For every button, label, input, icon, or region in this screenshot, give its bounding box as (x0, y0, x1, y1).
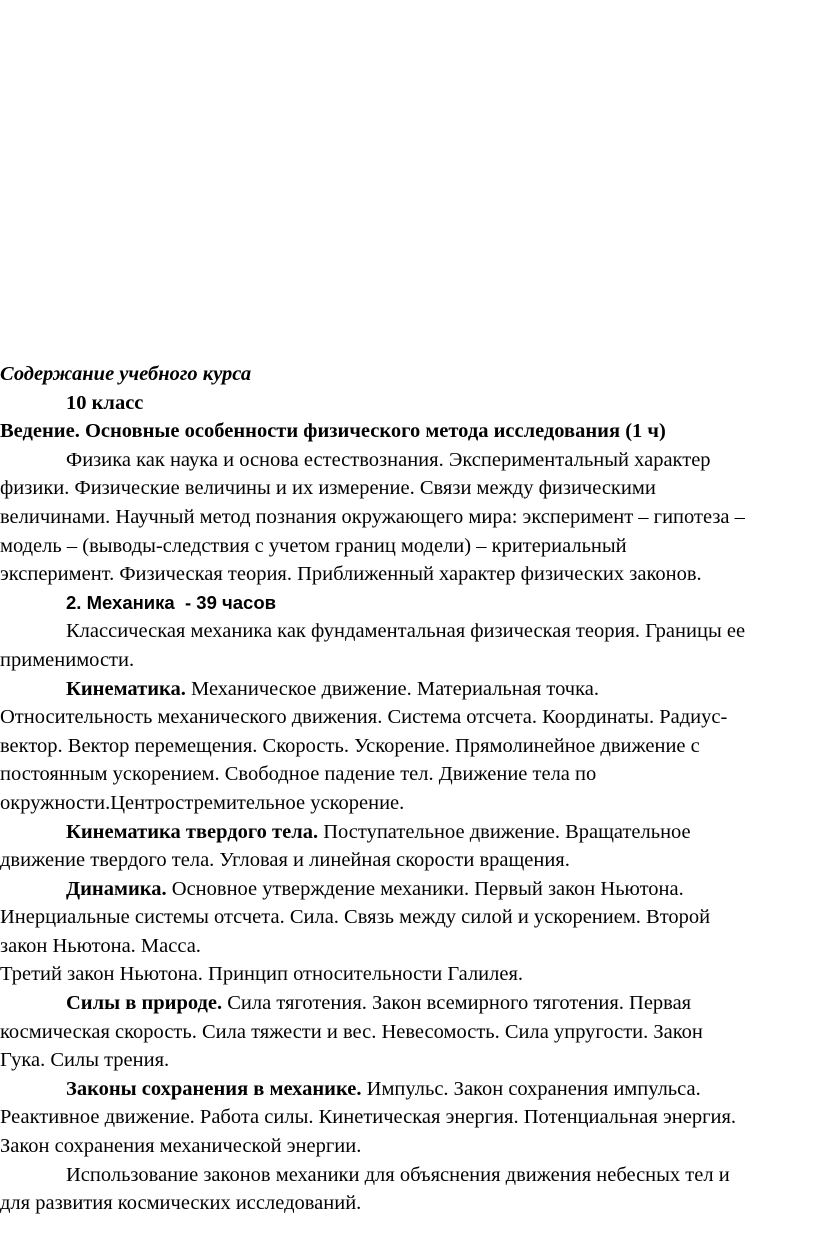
rigid-first-line (0, 818, 812, 847)
conservation-first-line (0, 1075, 812, 1104)
intro-line-2: физики. Физические величины и их измерение. Связи между физическими (0, 477, 656, 500)
conservation-line-1: Реактивное движение. Работа силы. Кинетическая энергия. Потенциальная энергия. (0, 1106, 737, 1129)
kinematics-first-line (0, 675, 812, 704)
dynamics-line-1: Инерциальные системы отсчета. Сила. Связь между силой и ускорением. Второй (0, 906, 711, 929)
dynamics-term: Динамика. (66, 877, 167, 900)
kinematics-line-2: вектор. Вектор перемещения. Скорость. Ускорение. Прямолинейное движение с (0, 734, 700, 757)
kinematics-line-1: Относительность механического движения. Система отсчета. Координаты. Радиус- (0, 706, 728, 729)
kinematics-term: Кинематика. (66, 677, 186, 700)
intro-heading: Ведение. Основные особенности физического метода исследования (1 ч) (0, 420, 666, 443)
rigid-first-text: Поступательное движение. Вращательное (318, 820, 691, 843)
forces-line-2: Гука. Силы трения. (0, 1049, 170, 1072)
grade-heading: 10 класс (66, 391, 144, 414)
rigid-term: Кинематика твердого тела. (66, 820, 319, 843)
conservation-line-2: Закон сохранения механической энергии. (0, 1135, 362, 1158)
dynamics-line-3: Третий закон Ньютона. Принцип относительности Галилея. (0, 963, 524, 986)
usage-line-1: для развития космических исследований. (0, 1192, 362, 1215)
course-content-title: Содержание учебного курса (0, 363, 252, 385)
intro-line-4: модель – (выводы-следствия с учетом границ модели) – критериальный (0, 534, 627, 557)
kinematics-line-4: окружности.Центростремительное ускорение. (0, 791, 405, 814)
mechanics-heading: 2. Механика - 39 часов (66, 591, 276, 613)
conservation-first-text: Импульс. Закон сохранения импульса. (361, 1077, 701, 1100)
dynamics-first-text: Основное утверждение механики. Первый закон Ньютона. (166, 877, 684, 900)
forces-first-text: Сила тяготения. Закон всемирного тяготения. Первая (222, 992, 692, 1015)
rigid-line-1: движение твердого тела. Угловая и линейная скорости вращения. (0, 849, 570, 872)
forces-term: Силы в природе. (66, 992, 223, 1015)
kinematics-line-3: постоянным ускорением. Свободное падение тел. Движение тела по (0, 763, 597, 786)
dynamics-first-line (0, 875, 812, 904)
intro-line-3: величинами. Научный метод познания окружающего мира: эксперимент – гипотеза – (0, 505, 745, 528)
usage-first-line: Использование законов механики для объяснения движения небесных тел и (66, 1163, 730, 1186)
document-page (0, 360, 812, 1218)
classic-line-1: Классическая механика как фундаментальная физическая теория. Границы ее (66, 620, 746, 643)
intro-line-5: эксперимент. Физическая теория. Приближенный характер физических законов. (0, 563, 702, 586)
classic-line-2: применимости. (0, 648, 135, 671)
forces-line-1: космическая скорость. Сила тяжести и вес. Невесомость. Сила упругости. Закон (0, 1020, 703, 1043)
conservation-term: Законы сохранения в механике. (66, 1077, 362, 1100)
dynamics-line-2: закон Ньютона. Масса. (0, 934, 201, 957)
kinematics-first-text: Механическое движение. Материальная точка. (185, 677, 599, 700)
intro-line-1: Физика как наука и основа естествознания. Экспериментальный характер (66, 448, 711, 471)
forces-first-line (0, 989, 812, 1018)
